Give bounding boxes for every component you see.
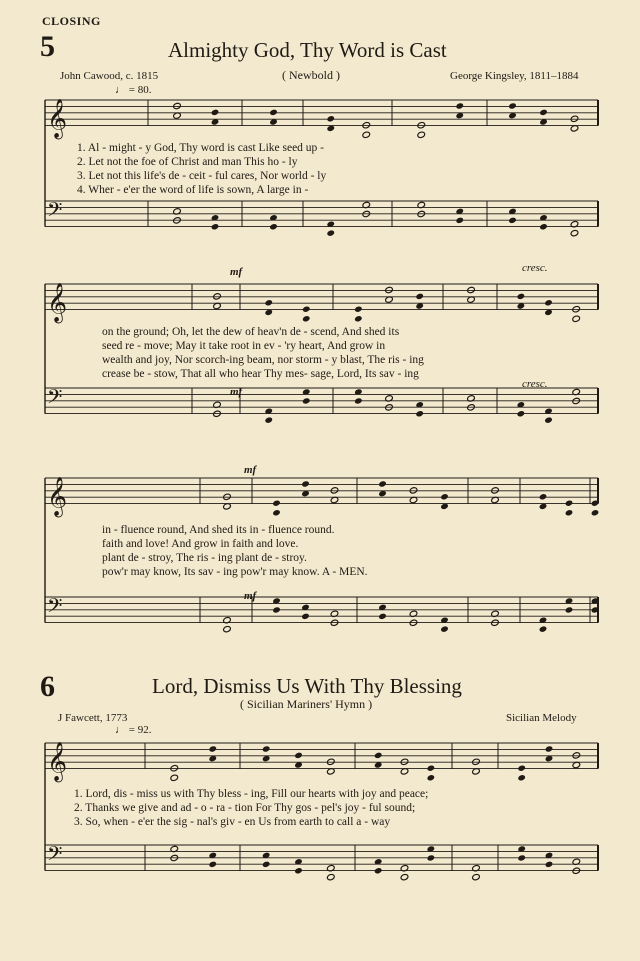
h5-s1-verse-2: 2. Let not the foe of Christ and man This ho - ly (77, 156, 298, 168)
hymn5-tune-name: ( Newbold ) (282, 68, 340, 82)
note-head (302, 397, 311, 404)
hymn-title-5: Almighty God, Thy Word is Cast (168, 38, 447, 62)
note-head (301, 480, 310, 487)
note-head (544, 416, 553, 423)
note-head (269, 109, 278, 116)
note-head (539, 493, 548, 500)
h5-s2-verse-3: wealth and joy, Nor scorch-ing beam, nor storm - y blast, The ris - ing (102, 354, 424, 366)
h5-s2-bass-dynamic-cresc: cresc. (522, 378, 548, 390)
note-head (572, 315, 581, 322)
h5-s3-bass-dynamic-mf: mf (244, 590, 257, 602)
hymn6-tune-name: ( Sicilian Mariners' Hymn ) (240, 697, 373, 711)
note-head (374, 867, 383, 874)
h5-s1-verse-3: 3. Let not this life's de - ceit - ful cares, Nor world - ly (77, 170, 327, 182)
note-head (427, 765, 436, 772)
note-head (427, 854, 436, 861)
note-head (539, 109, 548, 116)
hymn-number-6: 6 (40, 670, 55, 703)
note-head (211, 223, 220, 230)
bass-clef-icon: 𝄢 (47, 594, 63, 623)
h5-s2-verse-1: on the ground; Oh, let the dew of heav'n de - scend, And shed its (102, 326, 400, 338)
h5-s3-verse-1: in - fluence round, And shed its in - fluence round. (102, 524, 335, 536)
hymn-number-5: 5 (40, 30, 55, 63)
note-head (223, 625, 232, 632)
treble-clef-icon: 𝄞 (47, 741, 68, 782)
h5-s1-verse-1: 1. Al - might - y God, Thy word is cast Like seed up - (77, 142, 325, 154)
note-head (539, 223, 548, 230)
note-head (354, 306, 363, 313)
note-head (427, 774, 436, 781)
treble-clef-icon: 𝄞 (47, 476, 68, 517)
note-head (272, 500, 281, 507)
hymn6-tempo: ♩ = 92. (115, 724, 152, 736)
h5-s3-verse-4: pow'r may know, Its sav - ing pow'r may know. A - MEN. (102, 566, 368, 578)
h5-s2-dynamic-mf: mf (230, 266, 243, 278)
bass-clef-icon: 𝄢 (47, 385, 63, 414)
note-head (294, 867, 303, 874)
h5-s2-dynamic-cresc: cresc. (522, 262, 548, 274)
note-head (545, 861, 554, 868)
note-head (591, 509, 600, 516)
note-head (269, 223, 278, 230)
note-head (539, 625, 548, 632)
note-head (272, 509, 281, 516)
note-head (517, 854, 526, 861)
note-head (264, 299, 273, 306)
note-head (302, 315, 311, 322)
bass-clef-icon: 𝄢 (47, 198, 63, 227)
note-head (378, 613, 387, 620)
note-head (374, 752, 383, 759)
note-head (208, 745, 217, 752)
note-head (170, 774, 179, 781)
h5-s3-verse-2: faith and love! And grow in faith and love. (102, 538, 299, 550)
note-head (294, 752, 303, 759)
hymn-title-6: Lord, Dismiss Us With Thy Blessing (152, 674, 462, 698)
note-head (264, 416, 273, 423)
note-head (417, 131, 426, 138)
note-head (517, 293, 526, 300)
note-head (326, 115, 335, 122)
treble-clef-icon: 𝄞 (47, 282, 68, 323)
note-head (508, 102, 517, 109)
h5-s3-verse-3: plant de - stroy, The ris - ing plant de - stroy. (102, 552, 307, 564)
note-head (455, 102, 464, 109)
note-head (517, 765, 526, 772)
h5-s2-bass-dynamic-mf: mf (230, 386, 243, 398)
hymn6-composer: Sicilian Melody (506, 712, 577, 724)
hymn5-tempo: ♩ = 80. (115, 84, 152, 96)
note-head (517, 774, 526, 781)
note-head (570, 229, 579, 236)
hymn6-author: J Fawcett, 1773 (58, 712, 128, 724)
h5-s1-verse-4: 4. Wher - e'er the word of life is sown, A large in - (77, 184, 309, 196)
note-head (472, 873, 481, 880)
bass-clef-icon: 𝄢 (47, 842, 63, 871)
hymn5-composer: George Kingsley, 1811–1884 (450, 70, 579, 82)
note-head (400, 873, 409, 880)
note-head (378, 480, 387, 487)
h6-s1-verse-1: 1. Lord, dis - miss us with Thy bless - ing, Fill our hearts with joy and peace; (74, 788, 429, 800)
note-head (302, 306, 311, 313)
note-head (545, 745, 554, 752)
note-head (455, 217, 464, 224)
note-head (262, 745, 271, 752)
note-head (362, 131, 371, 138)
note-head (415, 293, 424, 300)
note-head (517, 410, 526, 417)
h5-s2-verse-4: crease be - stow, That all who hear Thy mes- sage, Lord, Its sav - ing (102, 368, 419, 380)
note-head (565, 509, 574, 516)
note-head (440, 493, 449, 500)
h5-s2-verse-2: seed re - move; May it take root in ev - 'ry heart, And grow in (102, 340, 386, 352)
note-head (301, 613, 310, 620)
note-head (354, 315, 363, 322)
note-head (565, 500, 574, 507)
note-head (272, 606, 281, 613)
treble-clef-icon: 𝄞 (47, 98, 68, 139)
h6-s1-verse-3: 3. So, when - e'er the sig - nal's giv - en Us from earth to call a - way (74, 816, 391, 828)
hymn5-author: John Cawood, c. 1815 (60, 70, 159, 82)
note-head (262, 861, 271, 868)
note-head (415, 410, 424, 417)
h5-s3-dynamic-mf: mf (244, 464, 257, 476)
note-head (508, 217, 517, 224)
h6-s1-verse-2: 2. Thanks we give and ad - o - ra - tion For Thy gos - pel's joy - ful sound; (74, 802, 416, 814)
note-head (327, 873, 336, 880)
note-head (565, 606, 574, 613)
note-head (354, 397, 363, 404)
section-label: CLOSING (42, 14, 101, 28)
note-head (544, 299, 553, 306)
note-head (440, 625, 449, 632)
note-head (211, 109, 220, 116)
note-head (208, 861, 217, 868)
note-head (326, 229, 335, 236)
